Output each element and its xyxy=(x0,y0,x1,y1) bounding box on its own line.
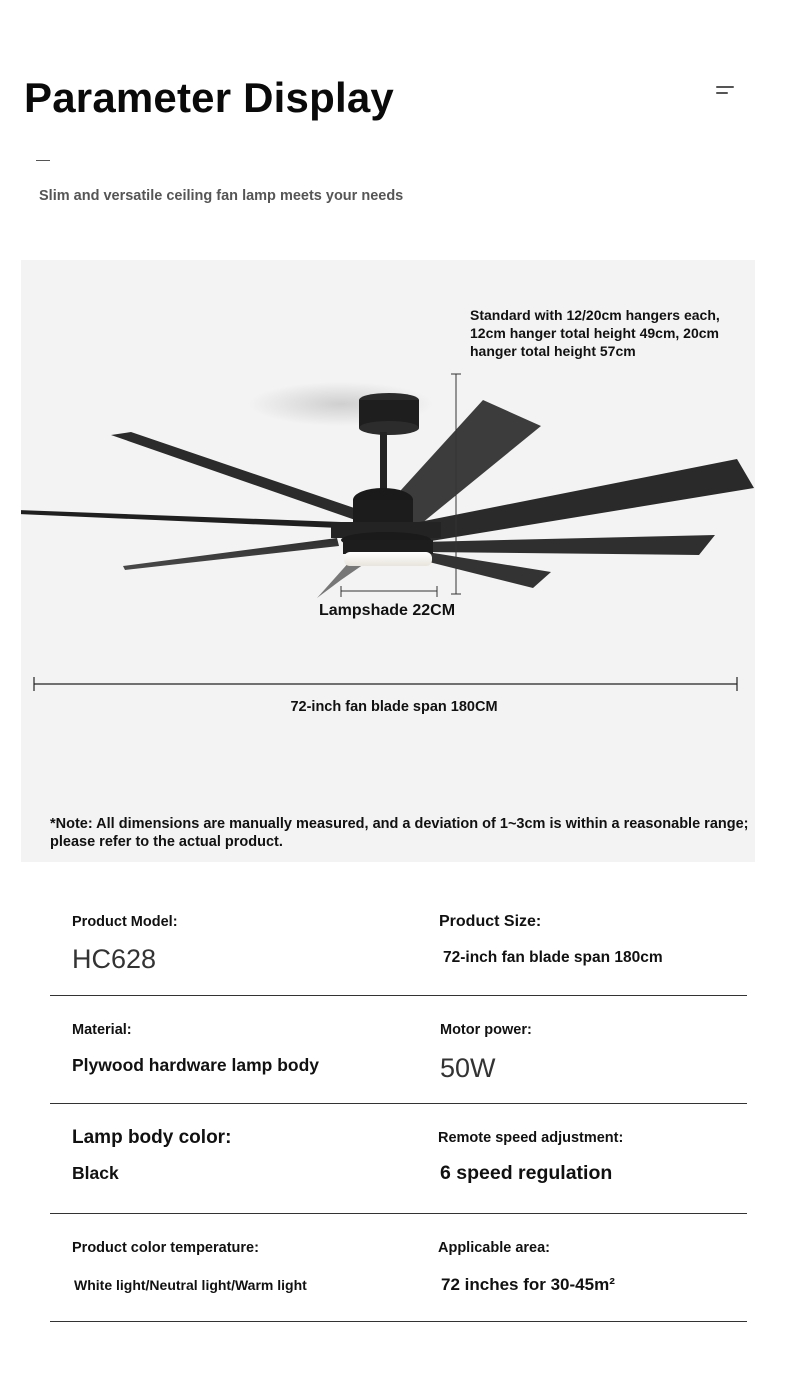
spec-value: Plywood hardware lamp body xyxy=(72,1055,319,1075)
hanger-note: Standard with 12/20cm hangers each, 12cm hanger total height 49cm, 20cm hanger total height 57cm xyxy=(470,307,720,359)
spec-value: White light/Neutral light/Warm light xyxy=(74,1277,307,1293)
spec-value: HC628 xyxy=(72,944,157,974)
spec-label: Product color temperature: xyxy=(72,1240,259,1256)
spec-row xyxy=(50,1104,747,1214)
spec-label: Product Model: xyxy=(72,914,178,930)
spec-value: 72 inches for 30-45m² xyxy=(441,1275,615,1294)
spec-row xyxy=(50,1214,747,1322)
spec-table xyxy=(50,888,747,1322)
lamp-light xyxy=(344,552,432,566)
blade-span-line xyxy=(34,677,737,691)
menu-icon[interactable] xyxy=(716,86,736,98)
dimension-diagram-panel xyxy=(21,260,755,862)
spec-value: Black xyxy=(72,1163,119,1183)
lampshade-width-line xyxy=(341,586,437,597)
spec-label: Lamp body color: xyxy=(72,1127,232,1148)
title-divider xyxy=(36,160,50,161)
spec-row xyxy=(50,888,747,996)
spec-value: 72-inch fan blade span 180cm xyxy=(443,949,663,966)
span-label: 72-inch fan blade span 180CM xyxy=(290,699,498,715)
spec-label: Remote speed adjustment: xyxy=(438,1130,624,1146)
lampshade-label: Lampshade 22CM xyxy=(319,602,456,619)
spec-label: Material: xyxy=(72,1022,132,1038)
spec-value: 50W xyxy=(440,1053,496,1083)
spec-value: 6 speed regulation xyxy=(440,1162,613,1184)
spec-label: Product Size: xyxy=(439,913,542,930)
spec-label: Motor power: xyxy=(440,1022,532,1038)
measurement-note: *Note: All dimensions are manually measured, and a deviation of 1~3cm is within a reasonable range; please refer to the actual product. xyxy=(50,816,749,850)
page-subtitle: Slim and versatile ceiling fan lamp meets your needs xyxy=(39,188,404,204)
page-title: Parameter Display xyxy=(24,74,394,121)
fan-mount xyxy=(359,393,419,494)
spec-row xyxy=(50,996,747,1104)
spec-label: Applicable area: xyxy=(438,1240,551,1256)
